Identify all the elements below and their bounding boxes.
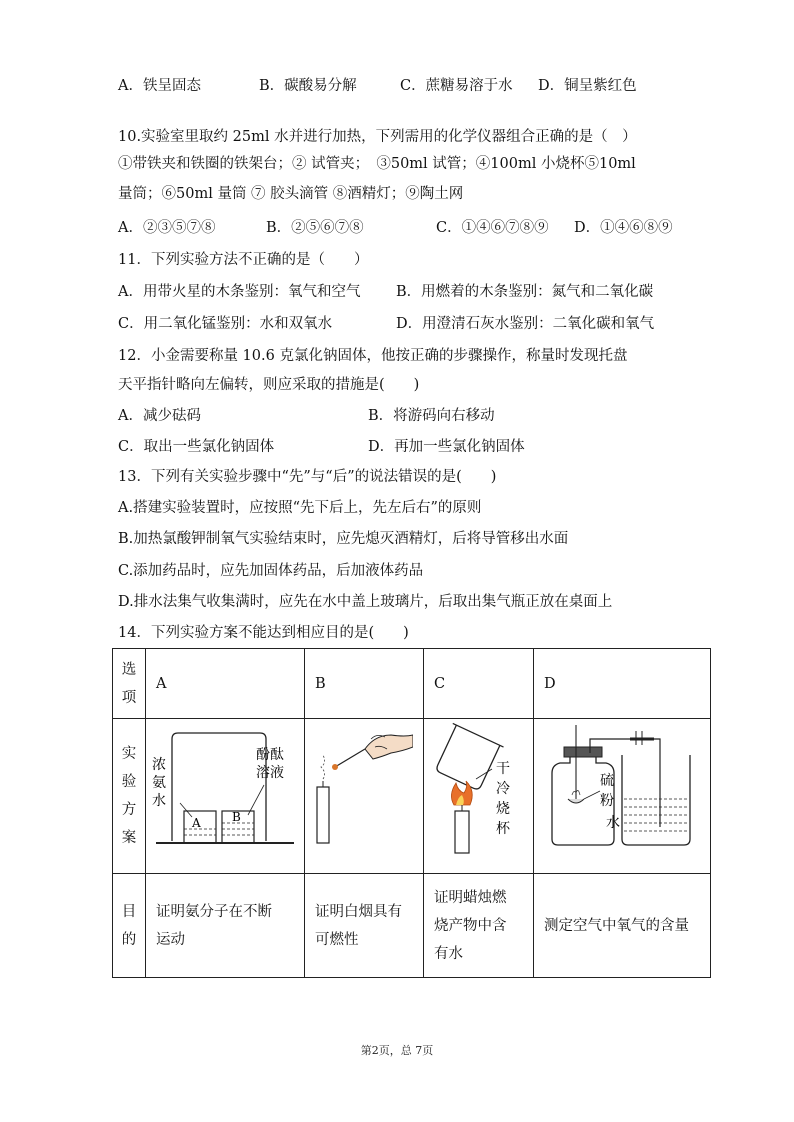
purpose-line: 烧产物中含 <box>434 917 507 934</box>
row-header-char: 方 <box>121 802 137 818</box>
col-header-b: B <box>305 649 424 719</box>
q9-option-b: B．碳酸易分解 <box>259 78 357 94</box>
label-phenolphthalein-1: 酚酞 <box>256 747 284 763</box>
label-phenolphthalein-2: 溶液 <box>256 765 284 781</box>
label-ammonia-2: 氨 <box>152 775 166 791</box>
scheme-c-cell <box>424 719 534 874</box>
purpose-c <box>424 874 534 978</box>
purpose-b <box>305 874 424 978</box>
q10-option-a: A．②③⑤⑦⑧ <box>118 220 216 236</box>
q12-option-b: B．将游码向右移动 <box>368 408 495 424</box>
sulfur-oxygen-figure <box>534 719 700 869</box>
row-header-char: 验 <box>121 774 137 790</box>
page-footer: 第2页，总 7页 <box>360 1044 434 1057</box>
label-sulfur-2: 粉 <box>600 793 614 809</box>
purpose-line: 证明氨分子在不断 <box>156 903 272 920</box>
q14-stem: 14．下列实验方案不能达到相应目的是( ) <box>118 625 409 641</box>
q11-option-c: C．用二氧化锰鉴别：水和双氧水 <box>118 316 333 332</box>
q13-option-c: C.添加药品时，应先加固体药品，后加液体药品 <box>118 563 424 579</box>
purpose-line: 证明蜡烛燃 <box>434 889 507 906</box>
col-header-d: D <box>534 649 711 719</box>
row-header-char: 案 <box>121 830 137 846</box>
purpose-line: 有水 <box>434 945 463 962</box>
row-header-scheme <box>113 719 146 874</box>
q11-stem: 11．下列实验方法不正确的是（ ） <box>118 252 369 268</box>
q9-option-a: A．铁呈固态 <box>118 78 201 94</box>
row-header-char: 的 <box>121 931 137 948</box>
q12-option-a: A．减少砝码 <box>118 408 201 424</box>
row-header-char: 实 <box>121 746 137 762</box>
q10-line2: ①带铁夹和铁圈的铁架台；② 试管夹； ③50ml 试管；④100ml 小烧杯⑤10ml <box>118 156 636 172</box>
col-header-c: C <box>424 649 534 719</box>
row-header-char: 项 <box>121 689 137 706</box>
row-header-purpose <box>113 874 146 978</box>
q11-option-a: A．用带火星的木条鉴别：氧气和空气 <box>118 284 361 300</box>
label-dry-cold-beaker-3: 烧 <box>496 801 510 817</box>
col-header-a: A <box>146 649 305 719</box>
q12-option-c: C．取出一些氯化钠固体 <box>118 439 275 455</box>
table-row-scheme <box>113 719 711 874</box>
q12-option-d: D．再加一些氯化钠固体 <box>368 439 525 455</box>
label-dry-cold-beaker-4: 杯 <box>496 821 510 837</box>
q10-line3: 量筒；⑥50ml 量筒 ⑦ 胶头滴管 ⑧酒精灯；⑨陶土网 <box>118 186 464 202</box>
q10-stem: 10.实验室里取约 25ml 水并进行加热，下列需用的化学仪器组合正确的是（ ） <box>118 129 637 145</box>
dry-cold-beaker-figure <box>424 719 523 869</box>
q13-option-a: A.搭建实验装置时，应按照“先下后上，先左后右”的原则 <box>118 500 482 516</box>
q10-option-c: C．①④⑥⑦⑧⑨ <box>436 220 549 236</box>
scheme-b-cell <box>305 719 424 874</box>
beaker-b-label: B <box>232 810 241 824</box>
q10-option-d: D．①④⑥⑧⑨ <box>574 220 673 236</box>
label-sulfur-1: 硫 <box>600 773 614 789</box>
q10-option-b: B．②⑤⑥⑦⑧ <box>266 220 364 236</box>
label-ammonia-1: 浓 <box>152 757 166 773</box>
q11-option-d: D．用澄清石灰水鉴别：二氧化碳和氧气 <box>396 316 655 332</box>
q12-stem-line1: 12．小金需要称量 10.6 克氯化钠固体，他按正确的步骤操作，称量时发现托盘 <box>118 348 628 364</box>
scheme-d-cell <box>534 719 711 874</box>
q13-option-b: B.加热氯酸钾制氧气实验结束时，应先熄灭酒精灯，后将导管移出水面 <box>118 531 569 547</box>
q9-option-c: C．蔗糖易溶于水 <box>400 78 513 94</box>
label-dry-cold-beaker-1: 干 <box>496 761 510 777</box>
beaker-a-label: A <box>192 816 201 830</box>
purpose-d <box>534 874 711 978</box>
q9-option-d: D．铜呈紫红色 <box>538 78 637 94</box>
purpose-line: 可燃性 <box>315 931 359 948</box>
table-row-options <box>113 649 711 719</box>
purpose-a <box>146 874 305 978</box>
row-header-char: 目 <box>121 903 137 920</box>
ammonia-diffusion-figure <box>146 719 294 869</box>
label-dry-cold-beaker-2: 冷 <box>496 781 510 797</box>
q13-stem: 13．下列有关实验步骤中“先”与“后”的说法错误的是( ) <box>118 469 497 485</box>
q11-option-b: B．用燃着的木条鉴别：氮气和二氧化碳 <box>396 284 654 300</box>
purpose-line: 证明白烟具有 <box>315 903 402 920</box>
purpose-line: 运动 <box>156 931 185 948</box>
label-ammonia-3: 水 <box>152 793 166 809</box>
scheme-a-cell <box>146 719 305 874</box>
q14-table <box>112 648 711 978</box>
table-row-purpose <box>113 874 711 978</box>
purpose-line: 测定空气中氧气的含量 <box>544 917 689 934</box>
label-water: 水 <box>606 815 620 831</box>
q13-option-d: D.排水法集气收集满时，应先在水中盖上玻璃片，后取出集气瓶正放在桌面上 <box>118 594 613 610</box>
white-smoke-figure <box>305 719 413 869</box>
row-header-option <box>113 649 146 719</box>
q12-stem-line2: 天平指针略向左偏转，则应采取的措施是( ) <box>118 377 420 393</box>
row-header-char: 选 <box>121 661 137 678</box>
